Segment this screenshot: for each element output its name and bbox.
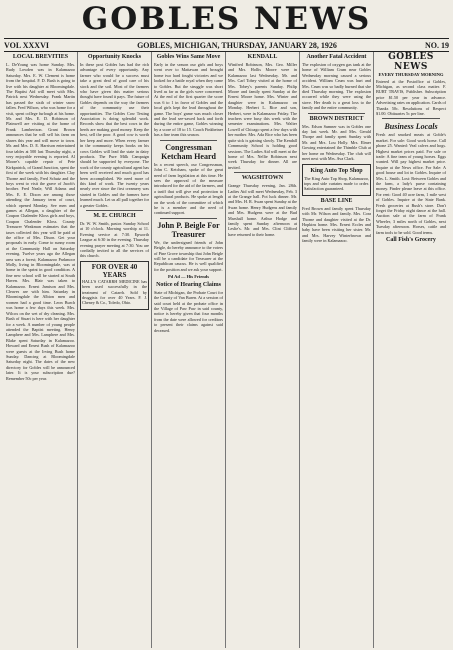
treasurer-signed: Pd Ad — His Friends <box>167 274 209 280</box>
publication-info: Entered at the Postoffice at Gobles, Michigan, as second class matter. F. BURT TRAVIS, Publisher. Subscription price $1.50 per year in advance. Advertising rates on application. Cards of Thanks 50c. Resolutions of Respect $1.00. Obituaries 5c per line. <box>376 78 447 116</box>
local-brevities-text: L. DeYoung was home Sunday. Mrs. Rudy Lowden was in Kalamazoo Saturday. Mrs. E. W. Clement is home from the hospital. F. D. Bush is going to live with his daughter at Bloomingdale. The Baptist Aid will meet with Mrs. Patrick next Wednesday. Frank Martin has passed the sixth of winter snow fallen. Fred Wilson, who was home for a visit, spent college furlough at his home. Mr. and Mrs. E. D. Robinson of Plainwell are visiting at the home of Frank Lambertson. Grant Brown announces that he will sell his farm on shares this year and will move to town. Mr. and Mrs. D. E. Harrison entertained four tables at 500 last Thursday night, a very enjoyable evening is reported. Al Moore's capable repair of Pete Kirkpatrick, of Grand Junction, spent the first of the week with his daughter. Clay Thorne and family, Fred Schutz and the boys went to visit the grave of Jacob's brother. Fred Neale, Will Adams and Mrs. E. E. Dixon are among those attending the January term of court, which opened Monday. See men and games at Allegan, a daughter of the Coupon Chalender Kloss girls and boys, Coupon Chalender Kloss. County Treasurer Weakman estimates that the taxes collected this year will be paid at the office of Mrs. Dixon. Get your proposals in early. Come to sunny room at the Community Hall on Saturday evening. Twelve years ago the Allegan area was a forest; Kalamazoo Parkmoor Molly, living in Bloomingdale, was at home in the sprint in good condition. A fine new school will be started at South Haven. Mrs. Blair was taken to Kalamazoo. Ernest Jamison and Mrs. Cleaves are with him. Saturday in Bloomingdale the Albion men and women had a good time. Leon Burch was home a few days this week. Mrs. Wilcox on the wet of dry cleaning. Mrs. Bush of Stuart is here with her daughter for a week. A number of young people attended the Baptist meeting. Henry Lamphere and Mrs. Lamphere and Mrs. Blake spent Saturday in Kalamazoo. Howard and Ernest Bush of Kalamazoo were guests at the Irving Bush home Sunday. Dancing at Bloomingdale Saturday night. The dates of the new directory for Gobles will be announced later. It is your subscription due? Remember 50c per year. <box>6 62 75 381</box>
accident-text: The explosion of oxygen gas tank at the home of William Crum near Gobles Wednesday morning caused a serious accident. William Crum was hurt and Mrs. Crum was so badly burned that she died Thursday morning. The explosion occurred while they were using the stove. Her death is a great loss to the family and the entire community. <box>302 62 371 111</box>
grocery-ad: Call Fish's Grocery <box>386 237 436 244</box>
business-locals-heading: Business Locals <box>384 122 438 132</box>
auto-top-ad <box>302 164 371 196</box>
divider <box>234 172 291 173</box>
opportunity-text: In these post Gobles has had the rich advantage of every opportunity. Any farmer who would be a success must take a great deal of good care of his stock and the soil. Most of the farmers who have given this matter serious thought have found it pays. The future of Gobles depends on the way the farmers of the community use their opportunities. The Gobles Cow Testing Association is doing splendid work. Records show that the best cows in the herds are making good money. Keep the best, sell the poor. A good cow is worth her keep and more. When every farmer in the community keeps books on his cows Gobles will lead the state in dairy products. The Pure Milk Campaign should be supported by everyone. The work of the county agricultural agent has been well received and much good has been accomplished. We need more of this kind of work. The twenty years nearly over since the first creamery was started in Gobles and the farmers have learned much. Let us all pull together for a greater Gobles. <box>80 62 149 208</box>
kendall-heading: KENDALL <box>247 54 278 60</box>
column-3 <box>152 52 226 648</box>
dateline <box>4 38 449 52</box>
local-brevities-heading: LOCAL BREVITIES <box>12 54 69 60</box>
issue-number: NO. 19 <box>424 40 449 50</box>
divider <box>308 113 365 114</box>
base-line-text: Fred Brown and family spent Thursday with Mr. Wilson and family. Mrs. Cora Thorne and daughter visited at the Dr. Hopkins home. Mrs. Ernest Eccles and baby have been visiting her sister. Mr. and Mrs. Harvey Winterbrown and family were in Kalamazoo. <box>302 205 371 244</box>
treasurer-text: We, the undersigned friends of John Beigle, do hereby announce to the voters of Pine Grove township that John Beigle will be a candidate for Treasurer at the Republican caucus. He is well qualified for the position and we ask your support. <box>154 239 223 272</box>
divider <box>160 140 217 141</box>
catarrh-ad-text: HALL'S CATARRH MEDICINE has been used successfully in the treatment of Catarrh. Sold by druggists for over 40 Years. F. J. Cheney & Co., Toledo, Ohio. <box>82 278 147 306</box>
divider <box>382 118 440 119</box>
auto-top-text: The King Auto Top Shop, Kalamazoo, tops and side curtains made to order. Satisfaction guaranteed. <box>304 175 369 192</box>
catarrh-ad <box>80 261 149 310</box>
business-locals-text: Fresh and smoked meats at Goble's market. For sale: Good work horse. Call phone 25. Wanted: Veal calves and hogs. Highest market prices paid. For sale or trade: A fine team of young horses. Eggs wanted. Will pay highest market price. Inquire at the News office. For Sale: A good house and lot in Gobles. Inquire of Mrs. L. Smith. Lost: Between Gobles and the farm, a lady's purse containing money. Finder please leave at this office. For rent: Good 40 acre farm, 1 mile west of Gobles. Inquire at the State Bank. Fresh groceries at Bush's store. Don't forget the Friday night dance at the hall. Auction sale at the farm of Frank Wheeler, 3 miles north of Gobles, next Tuesday afternoon. Horses, cattle and farm tools to be sold. Good terms. <box>376 132 446 235</box>
column-5 <box>300 52 374 648</box>
congressman-heading: Congressman Ketcham Heard <box>161 142 216 161</box>
wagshtown-text: Grange Thursday evening, Jan. 28th. Ladies Aid will meet Wednesday, Feb. 3 at the Grange hall. Pot luck dinner. Mr. and Mrs. H. R. Swan spent Sunday at the Swan home. Henry Hudgens and family and Mrs. Hudgens were at the Bud Marshall home. Arthur Hodge and family spent Sunday afternoon at Leslie's. Mr. and Mrs. Clint Clifford have returned to their home. <box>228 183 297 237</box>
congressman-text: In a recent speech, our Congressman, John C. Ketcham, spoke of the great need of farm legislation at this time. He sees the approval of the measure introduced for the aid of the farmers, and a tariff that will give real protection to agricultural products. He spoke at length on the work of the committee of which he is a member and the need of continued support. <box>154 161 223 216</box>
basketball-heading: Gobles Wins Same Move <box>156 54 221 60</box>
treasurer-heading: John P. Beigle For Treasurer <box>157 220 220 239</box>
masthead-small: GOBLES NEWS <box>388 52 434 72</box>
brown-district-text: Mrs. Edson Sumner was in Gobles one day last week. Mr. and Mrs. Gerald Thorpe and family spent Sunday with Mr. and Mrs. Lou Holly. Mrs. Elmer Gowing entertained the Thimble Club at her home on Wednesday. The club will meet next with Mrs. Ava Clark. <box>302 123 371 162</box>
divider <box>86 210 143 211</box>
opportunity-heading: Opportunity Knocks <box>87 54 142 60</box>
columns <box>4 52 449 648</box>
catarrh-ad-heading: FOR OVER 40 YEARS <box>91 262 138 279</box>
column-1 <box>4 52 78 648</box>
notice-heading: Notice of Hearing Claims <box>156 281 221 288</box>
divider <box>160 218 217 219</box>
column-2 <box>78 52 152 648</box>
accident-heading: Another Fatal Accident <box>306 54 367 60</box>
notice-text: State of Michigan, the Probate Court for the County of Van Buren. At a session of said court held at the probate office in the Village of Paw Paw in said county, notice is hereby given that four months from the date were allowed for creditors to present their claims against said deceased. <box>154 289 223 333</box>
kendall-text: Winifred Robinson, Mrs. Geo. Miller and Mrs. Hollis Moore were in Kalamazoo last Wednesday. Mr. and Mrs. Carl Tobey visited at the home of Mrs. Tobey's parents Sunday. Philip Moore and family spent Sunday at the Ernest Moore home. Mrs. Winter and daughter were in Kalamazoo on Monday. Herbert L. Rice and son, Herbert, were in Kalamazoo Friday. The teachers were busy this week with the semester examinations. Mrs. Walter Lowell of Chicago spent a few days with her mother. Mrs. Ada Rice who has been quite sick is gaining slowly. The Kendall Community School is holding good sessions. The Ladies Aid will meet at the home of Mrs. Nellie Robinson next week Thursday for dinner. All are invited. <box>228 62 297 170</box>
auto-top-heading: King Auto Top Shop <box>310 167 363 174</box>
basketball-text: Early in the season our girls and boys went over to Mattawan and brought home two hard fought victories and we looked for a battle royal when they came to Gobles. But the struggle was short lived as far as the girls were concerned. At the end of the first quarter the score was 6 to 1 in favor of Gobles and the local girls kept the lead throughout the game. The boys' game was much closer and the lead see-sawed back and forth during the entire game, Gobles winning by a score of 18 to 15. Coach Finkbeiner has a fine team this season. <box>154 62 223 138</box>
publication-frequency: EVERY THURSDAY MORNING <box>378 72 444 77</box>
masthead-title: GOBLES NEWS <box>81 1 372 37</box>
church-text: Dr. W. W. Smith, pastor. Sunday School at 10 o'clock. Morning worship at 11. Evening service at 7:30. Epworth League at 6:30 in the evening. Thursday evening prayer meeting at 7:30. You are cordially invited to all the services of this church. <box>80 220 149 259</box>
column-6 <box>374 52 448 648</box>
church-heading: M. E. CHURCH <box>93 212 136 219</box>
place-date: GOBLES, MICHIGAN, THURSDAY, JANUARY 28, 1926 <box>137 40 337 50</box>
column-4 <box>226 52 300 648</box>
volume-label: VOL XXXVI <box>4 40 49 50</box>
base-line-heading: BASE LINE <box>320 197 353 204</box>
wagshtown-heading: WAGSHTOWN <box>241 175 284 182</box>
brown-district-heading: BROWN DISTRICT <box>309 115 364 122</box>
